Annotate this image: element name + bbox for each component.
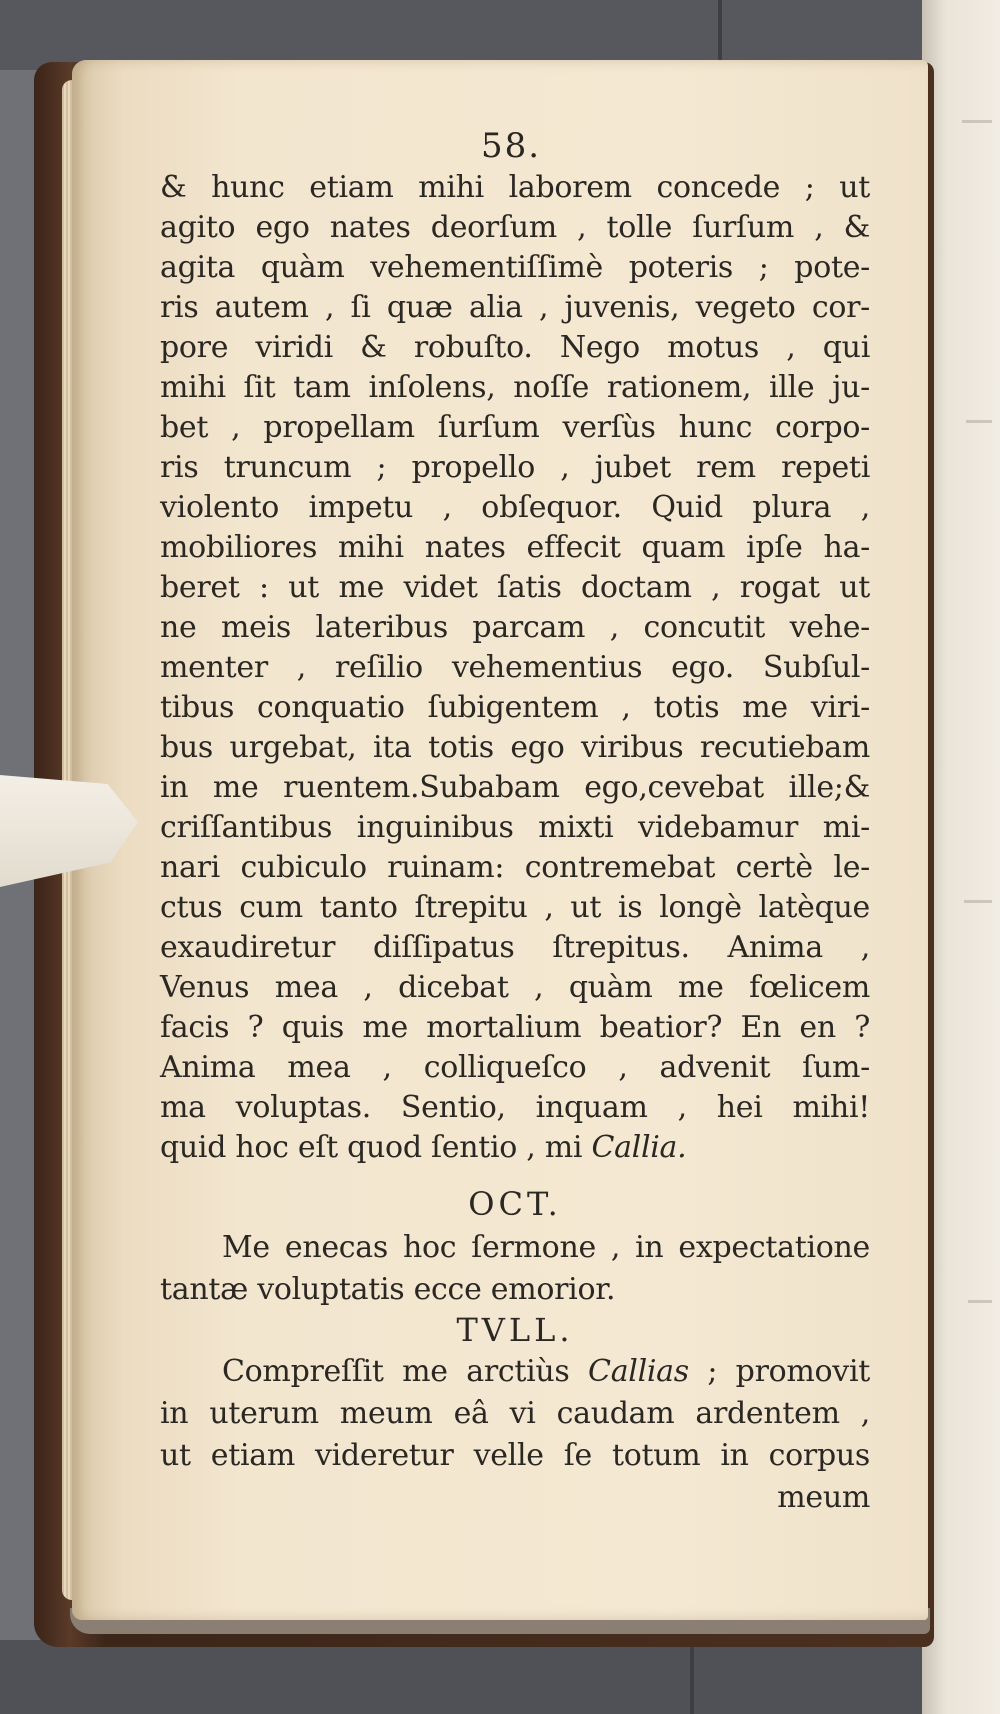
text-line: in me ruentem.Subabam ego,cevebat ille;& <box>160 770 870 805</box>
speaker-name: Callias <box>588 1354 689 1389</box>
background-seam-bottom <box>690 1645 694 1714</box>
text-line: ris autem , ſi quæ alia , juvenis, vegeto cor- <box>160 290 870 325</box>
text-line: menter , reſilio vehementius ego. Subſul- <box>160 650 870 685</box>
text-line: mihi ſit tam inſolens, noſſe rationem, ille ju- <box>160 370 870 405</box>
text-line: ut etiam videretur velle ſe totum in corpus <box>160 1438 870 1473</box>
text-line: violento impetu , obſequor. Quid plura , <box>160 490 870 525</box>
text-span: quid hoc eſt quod ſentio , mi <box>160 1130 592 1165</box>
text-span: ; promovit <box>688 1354 870 1389</box>
text-line: bus urgebat, ita totis ego viribus recutiebam <box>160 730 870 765</box>
speaker-name: Callia. <box>591 1130 687 1165</box>
text-line <box>222 1352 870 1392</box>
background-bottom <box>0 1640 1000 1714</box>
text-line: beret : ut me videt ſatis doctam , rogat ut <box>160 570 870 605</box>
text-line: nari cubiculo ruinam: contremebat certè le- <box>160 850 870 885</box>
text-line: ris truncum ; propello , jubet rem repeti <box>160 450 870 485</box>
text-line: & hunc etiam mihi laborem concede ; ut <box>160 170 870 205</box>
text-line: agito ego nates deorſum , tolle ſurſum , & <box>160 210 870 245</box>
text-line: mobiliores mihi nates effecit quam ipſe ha- <box>160 530 870 565</box>
speaker-heading-tull: TVLL. <box>456 1311 574 1349</box>
text-line: ma voluptas. Sentio, inquam , hei mihi! <box>160 1090 870 1125</box>
text-line: in uterum meum eâ vi caudam ardentem , <box>160 1396 870 1431</box>
text-line: tantæ voluptatis ecce emorior. <box>160 1272 616 1307</box>
text-line: Anima mea , colliqueſco , advenit ſum- <box>160 1050 870 1085</box>
text-line: agita quàm vehementiſſimè poteris ; pote- <box>160 250 870 285</box>
text-line: exaudiretur diſſipatus ſtrepitus. Anima , <box>160 930 870 965</box>
catchword: meum <box>777 1480 870 1515</box>
text-span: Compreſſit me arctiùs <box>222 1354 589 1389</box>
text-line: facis ? quis me mortalium beatior? En en ? <box>160 1010 870 1045</box>
text-line <box>160 1128 870 1168</box>
text-line: Me enecas hoc ſermone , in expectatione <box>222 1230 870 1265</box>
page-number: 58. <box>480 126 542 166</box>
text-line: tibus conquatio ſubigentem , totis me viri- <box>160 690 870 725</box>
text-line: Venus mea , dicebat , quàm me fœlicem <box>160 970 870 1005</box>
text-line: ne meis lateribus parcam , concutit vehe- <box>160 610 870 645</box>
text-line: criſſantibus inguinibus mixti videbamur mi- <box>160 810 870 845</box>
text-line: ctus cum tanto ſtrepitu , ut is longè latèque <box>160 890 870 925</box>
text-line: pore viridi & robuſto. Nego motus , qui <box>160 330 870 365</box>
text-line: bet , propellam ſurſum verſùs hunc corpo- <box>160 410 870 445</box>
speaker-heading-oct: OCT. <box>468 1185 562 1223</box>
